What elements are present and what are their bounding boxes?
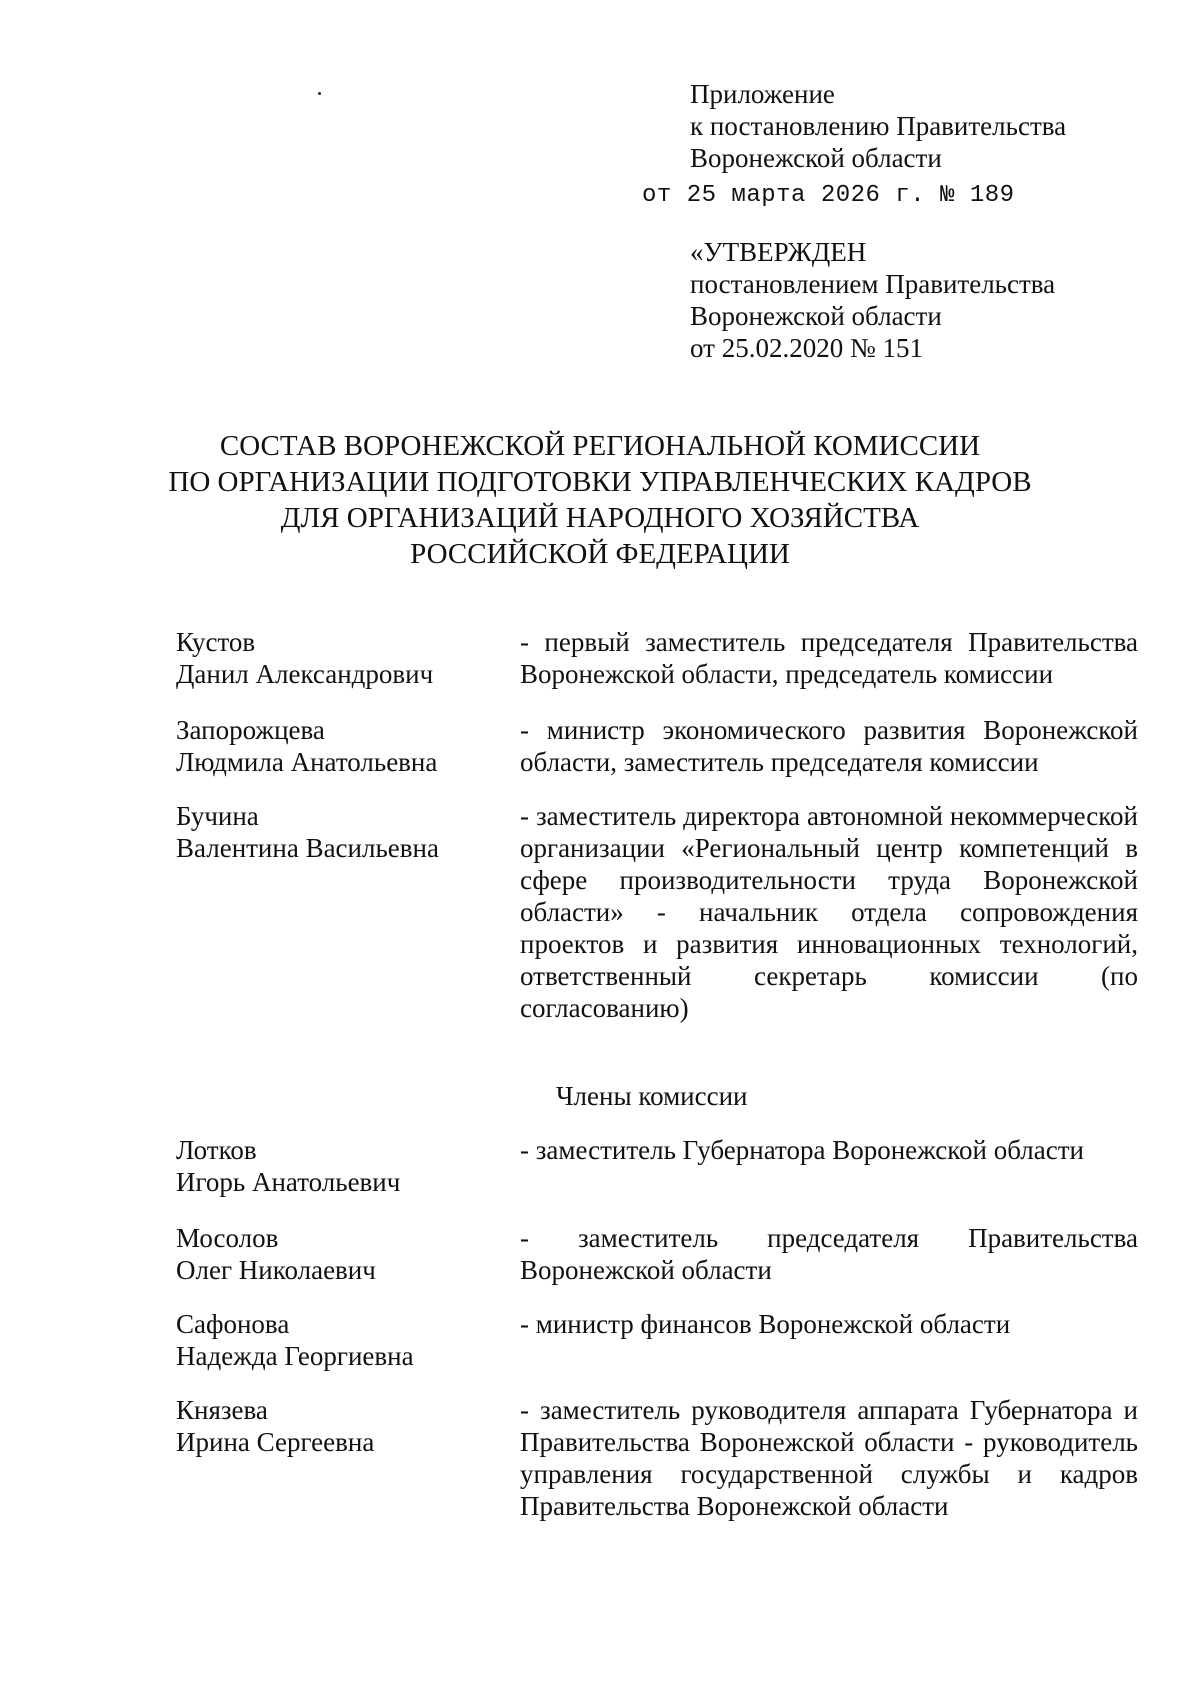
given-names: Данил Александрович: [176, 659, 434, 689]
attachment-block: [690, 78, 1066, 174]
person-name: [176, 1134, 506, 1198]
person-position: - министр финансов Воронежской области: [520, 1309, 1011, 1339]
scan-speck: [318, 92, 321, 95]
attachment-line: к постановлению Правительства: [690, 111, 1067, 141]
person-position: - заместитель директора автономной некоммерческой организации «Региональный центр компетенций в сфере производительности труда Воронежской области» - начальник отдела сопровождения проектов и развития инновационных технологий, ответственный секретарь комиссии (по согласованию): [520, 801, 1138, 1023]
document-title: [150, 428, 1050, 572]
title-line: ДЛЯ ОРГАНИЗАЦИЙ НАРОДНОГО ХОЗЯЙСТВА: [280, 502, 920, 534]
surname: Лотков: [176, 1135, 257, 1165]
person-position: - заместитель руководителя аппарата Губернатора и Правительства Воронежской области - руководитель управления государственной службы и кадров Правительства Воронежской области: [520, 1395, 1138, 1521]
attachment-line: Приложение: [690, 79, 835, 109]
title-line: РОССИЙСКОЙ ФЕДЕРАЦИИ: [410, 538, 790, 570]
surname: Князева: [176, 1395, 268, 1425]
approved-line: «УТВЕРЖДЕН: [690, 237, 867, 267]
given-names: Игорь Анатольевич: [176, 1167, 401, 1197]
person-name: [176, 626, 506, 690]
title-line: ПО ОРГАНИЗАЦИИ ПОДГОТОВКИ УПРАВЛЕНЧЕСКИХ КАДРОВ: [168, 466, 1032, 498]
person-name: [176, 1308, 506, 1372]
given-names: Людмила Анатольевна: [176, 747, 438, 777]
members-heading: Члены комиссии: [556, 1081, 748, 1111]
surname: Бучина: [176, 801, 259, 831]
approved-line: Воронежской области: [690, 301, 942, 331]
person-name: [176, 800, 506, 864]
given-names: Валентина Васильевна: [176, 833, 439, 863]
person-name: [176, 714, 506, 778]
surname: Мосолов: [176, 1223, 279, 1253]
title-line: СОСТАВ ВОРОНЕЖСКОЙ РЕГИОНАЛЬНОЙ КОМИССИИ: [219, 430, 981, 462]
person-name: [176, 1222, 506, 1286]
given-names: Надежда Георгиевна: [176, 1341, 414, 1371]
person-name: [176, 1394, 506, 1458]
surname: Сафонова: [176, 1309, 290, 1339]
person-position: - министр экономического развития Воронежской области, заместитель председателя комиссии: [520, 715, 1138, 777]
person-position: - заместитель председателя Правительства Воронежской области: [520, 1223, 1138, 1285]
surname: Запорожцева: [176, 715, 325, 745]
person-position: - первый заместитель председателя Правительства Воронежской области, председатель комиссии: [520, 627, 1138, 689]
approved-line: от 25.02.2020 № 151: [690, 333, 923, 363]
attachment-line: Воронежской области: [690, 143, 942, 173]
given-names: Ирина Сергеевна: [176, 1427, 375, 1457]
surname: Кустов: [176, 627, 256, 657]
resolution-date-number: от 25 марта 2026 г. № 189: [642, 182, 1015, 209]
approved-block: [690, 236, 1055, 364]
person-position: - заместитель Губернатора Воронежской области: [520, 1135, 1084, 1165]
given-names: Олег Николаевич: [176, 1255, 376, 1285]
approved-line: постановлением Правительства: [690, 269, 1056, 299]
